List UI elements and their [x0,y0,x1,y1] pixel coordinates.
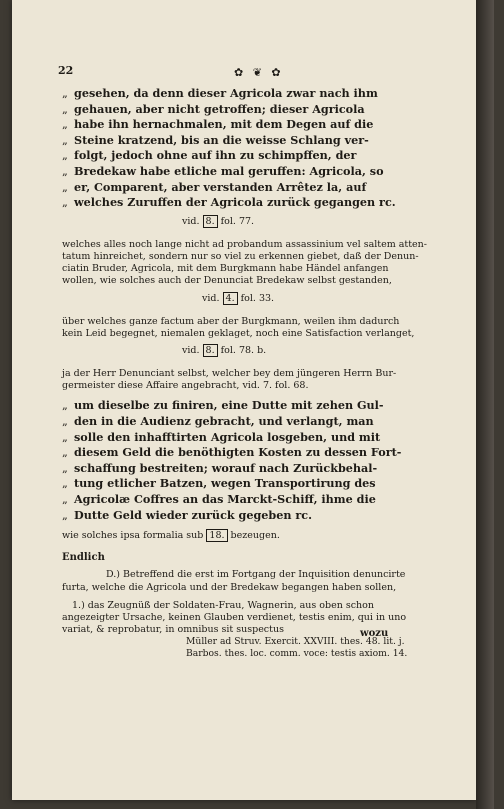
text-line: wollen, wie solches auch der Denunciat Bredekaw selbst gestanden, [62,275,392,287]
quote-line: „ habe ihn hernachmalen, mit dem Degen auf die [62,117,374,132]
quote-line: „ welches Zuruffen der Agricola zurück gegangen rc. [62,195,396,210]
quote-line: „ folgt, jedoch ohne auf ihn zu schimpffen, der [62,148,357,163]
text-line: 1.) das Zeugnüß der Soldaten-Frau, Wagnerin, aus oben schon [72,599,375,611]
text-line: furta, welche die Agricola und der Bredekaw begangen haben sollen, [62,581,397,593]
text-line: welches alles noch lange nicht ad probandum assassinium vel saltem atten- [62,238,427,250]
paragraph-6 [62,600,456,637]
quote-block-2 [62,398,456,523]
quote-block-1 [62,86,456,211]
quote-line: „ solle den inhafftirten Agricola losgeben, und mit [62,429,381,444]
text-line: tatum hinreichet, sondern nur so viel zu erkennen giebet, daß der Denun- [62,250,419,262]
header-ornament: ✿ ❦ ✿ [234,66,284,79]
citations [62,636,456,660]
section-heading: Endlich [62,552,105,564]
citation-line: Müller ad Struv. Exercit. XXVIII. thes. 48. lit. j. [186,636,405,648]
text-line: angezeigter Ursache, keinen Glauben verdienet, testis enim, qui in uno [62,611,407,623]
paragraph-1 [62,239,456,288]
page-text [62,86,456,660]
book-edge [476,0,494,809]
quote-line: „ Dutte Geld wieder zurück gegeben rc. [62,507,312,522]
quote-line: „ den in die Audienz gebracht, und verlangt, man [62,413,374,428]
text-line: D.) Betreffend die erst im Fortgang der Inquisition denuncirte [106,569,406,581]
reference-2: vid. 4. fol. 33. [202,292,275,304]
quote-line: „ er, Comparent, aber verstanden Arrêtez la, auf [62,179,367,194]
quote-line: „ Agricolæ Coffres an das Marckt-Schiff, ihme die [62,491,376,506]
text-line: ja der Herr Denunciant selbst, welcher bey dem jüngeren Herrn Bur- [62,367,397,379]
text-line: ciatin Bruder, Agricola, mit dem Burgkmann habe Händel anfangen [62,263,389,275]
text-line: kein Leid begegnet, niemalen geklaget, noch eine Satisfaction verlanget, [62,327,415,339]
text-line: variat, & reprobatur, in omnibus sit suspectus [62,624,284,636]
paragraph-4: wie solches ipsa formalia sub 18. bezeugen. [62,530,280,542]
reference-box: 8. [203,215,218,228]
quote-line: „ Steine kratzend, bis an die weisse Schlang ver- [62,132,369,147]
reference-box: 8. [203,344,218,357]
text-line: über welches ganze factum aber der Burgkmann, weilen ihm dadurch [62,315,400,327]
quote-line: „ um dieselbe zu finiren, eine Dutte mit zehen Gul- [62,398,384,413]
book-page [12,0,476,800]
quote-line: „ gesehen, da denn dieser Agricola zwar nach ihm [62,86,378,100]
paragraph-5 [62,569,456,593]
quote-line: „ Bredekaw habe etliche mal geruffen: Agricola, so [62,163,384,178]
citation-line: Barbos. thes. loc. comm. voce: testis axiom. 14. [186,648,408,660]
quote-line: „ tung etlicher Batzen, wegen Transportirung des [62,476,376,491]
catchword: wozu [360,628,389,639]
reference-box: 4. [223,292,238,305]
paragraph-3 [62,368,456,392]
reference-1: vid. 8. fol. 77. [182,215,255,227]
reference-box: 18. [206,529,227,542]
paragraph-2 [62,316,456,340]
page-number: 22 [58,64,74,77]
quote-line: „ diesem Geld die benöthigten Kosten zu dessen Fort- [62,445,402,460]
reference-3: vid. 8. fol. 78. b. [182,344,267,356]
quote-line: „ schaffung bestreiten; worauf nach Zurückbehal- [62,460,378,475]
quote-line: „ gehauen, aber nicht getroffen; dieser Agricola [62,101,365,116]
text-line: germeister diese Affaire angebracht, vid. 7. fol. 68. [62,380,309,392]
